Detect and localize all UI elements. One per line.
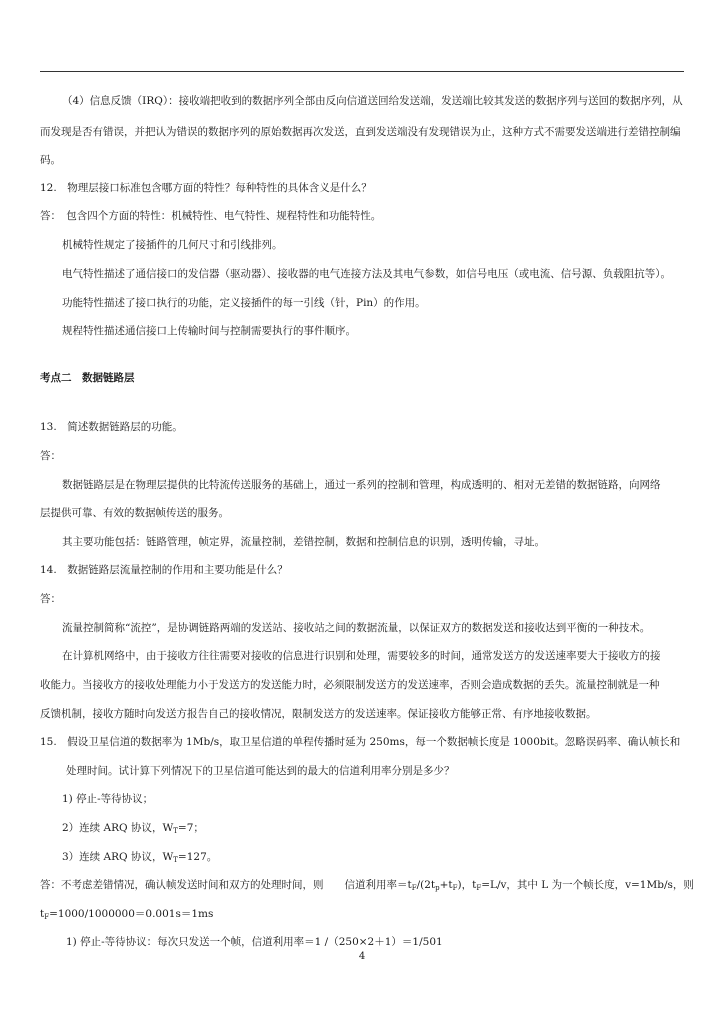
q15-question-line-1: 15. 假设卫星信道的数据率为 1Mb/s，取卫星信道的单程传播时延为 250ms，每一个数据帧长度是 1000bit。忽略误码率、确认帧长和 (40, 736, 681, 748)
q13-p1-line-2: 层提供可靠、有效的数据帧传送的服务。 (40, 507, 229, 519)
q12-question: 12. 物理层接口标准包含哪方面的特性？每种特性的具体含义是什么？ (40, 182, 372, 194)
q12-procedural: 规程特性描述通信接口上传输时间与控制需要执行的事件顺序。 (62, 325, 356, 337)
q14-p2-line-3: 反馈机制，接收方随时向发送方报告自己的接收情况，限制发送方的发送速率。保证接收方能够正常、有序地接收数据。 (40, 708, 597, 720)
feedback-line-1: （4）信息反馈（IRQ）：接收端把收到的数据序列全部由反向信道送回给发送端，发送端比较其发送的数据序列与送回的数据序列，从 (62, 95, 683, 107)
q12-electrical: 电气特性描述了通信接口的发信器（驱动器）、接收器的电气连接方法及其电气参数，如信号电压（或电流、信号源、负载阻抗等）。 (62, 268, 671, 280)
q13-question: 13. 简述数据链路层的功能。 (40, 421, 183, 433)
q15-item-1: 1) 停止-等待协议； (62, 793, 154, 805)
feedback-line-2: 而发现是否有错误，并把认为错误的数据序列的原始数据再次发送，直到发送端没有发现错误为止，这种方式不需要发送端进行差错控制编 (40, 126, 681, 138)
q13-p2: 其主要功能包括：链路管理，帧定界，流量控制，差错控制，数据和控制信息的识别，透明传输，寻址。 (62, 536, 545, 548)
q15-answer-line-3: 1) 停止-等待协议：每次只发送一个帧，信道利用率＝1 /（250×2＋1）＝1/501 (66, 936, 443, 948)
feedback-line-3: 码。 (40, 154, 61, 166)
q14-p2-line-2: 收能力。当接收方的接收处理能力小于发送方的发送能力时，必须限制发送方的发送速率，否则会造成数据的丢失。流量控制就是一种 (40, 679, 660, 691)
q12-functional: 功能特性描述了接口执行的功能，定义接插件的每一引线（针，Pin）的作用。 (62, 297, 426, 309)
q15-item-3: 3）连续 ARQ 协议，$W_T=127$。 (62, 851, 218, 864)
q14-p2-line-1: 在计算机网络中，由于接收方往往需要对接收的信息进行识别和处理，需要较多的时间，通常发送方的发送速率要大于接收方的接 (62, 650, 661, 662)
q12-answer: 答： 包含四个方面的特性：机械特性、电气特性、规程特性和功能特性。 (40, 210, 382, 222)
header-rule (40, 71, 684, 72)
q15-answer-line-1: 答：不考虑差错情况，确认帧发送时间和双方的处理时间，则 信道利用率$=t_F/(2t_p+t_F)$，$t_F=L/v$，其中 L 为一个帧长度，v=1Mb/s，则 (40, 879, 694, 892)
q15-answer-line-2: $t_F=1000/1000000=0.001s=1ms$ (40, 908, 214, 921)
q15-question-line-2: 处理时间。试计算下列情况下的卫星信道可能达到的最大的信道利用率分别是多少？ (66, 765, 455, 777)
q13-answer-label: 答： (40, 450, 61, 462)
q15-item-2: 2）连续 ARQ 协议，$W_T=7$； (62, 822, 204, 835)
q13-p1-line-1: 数据链路层是在物理层提供的比特流传送服务的基础上，通过一系列的控制和管理，构成透明的、相对无差错的数据链路，向网络 (62, 479, 661, 491)
q12-mechanical: 机械特性规定了接插件的几何尺寸和引线排列。 (62, 239, 283, 251)
q14-question: 14. 数据链路层流量控制的作用和主要功能是什么？ (40, 564, 288, 576)
section-title: 考点二 数据链路层 (40, 372, 135, 384)
page-number: 4 (358, 951, 366, 962)
q14-answer-label: 答： (40, 593, 61, 605)
q14-p1: 流量控制简称“流控”，是协调链路两端的发送站、接收站之间的数据流量，以保证双方的数据发送和接收达到平衡的一种技术。 (62, 622, 651, 634)
